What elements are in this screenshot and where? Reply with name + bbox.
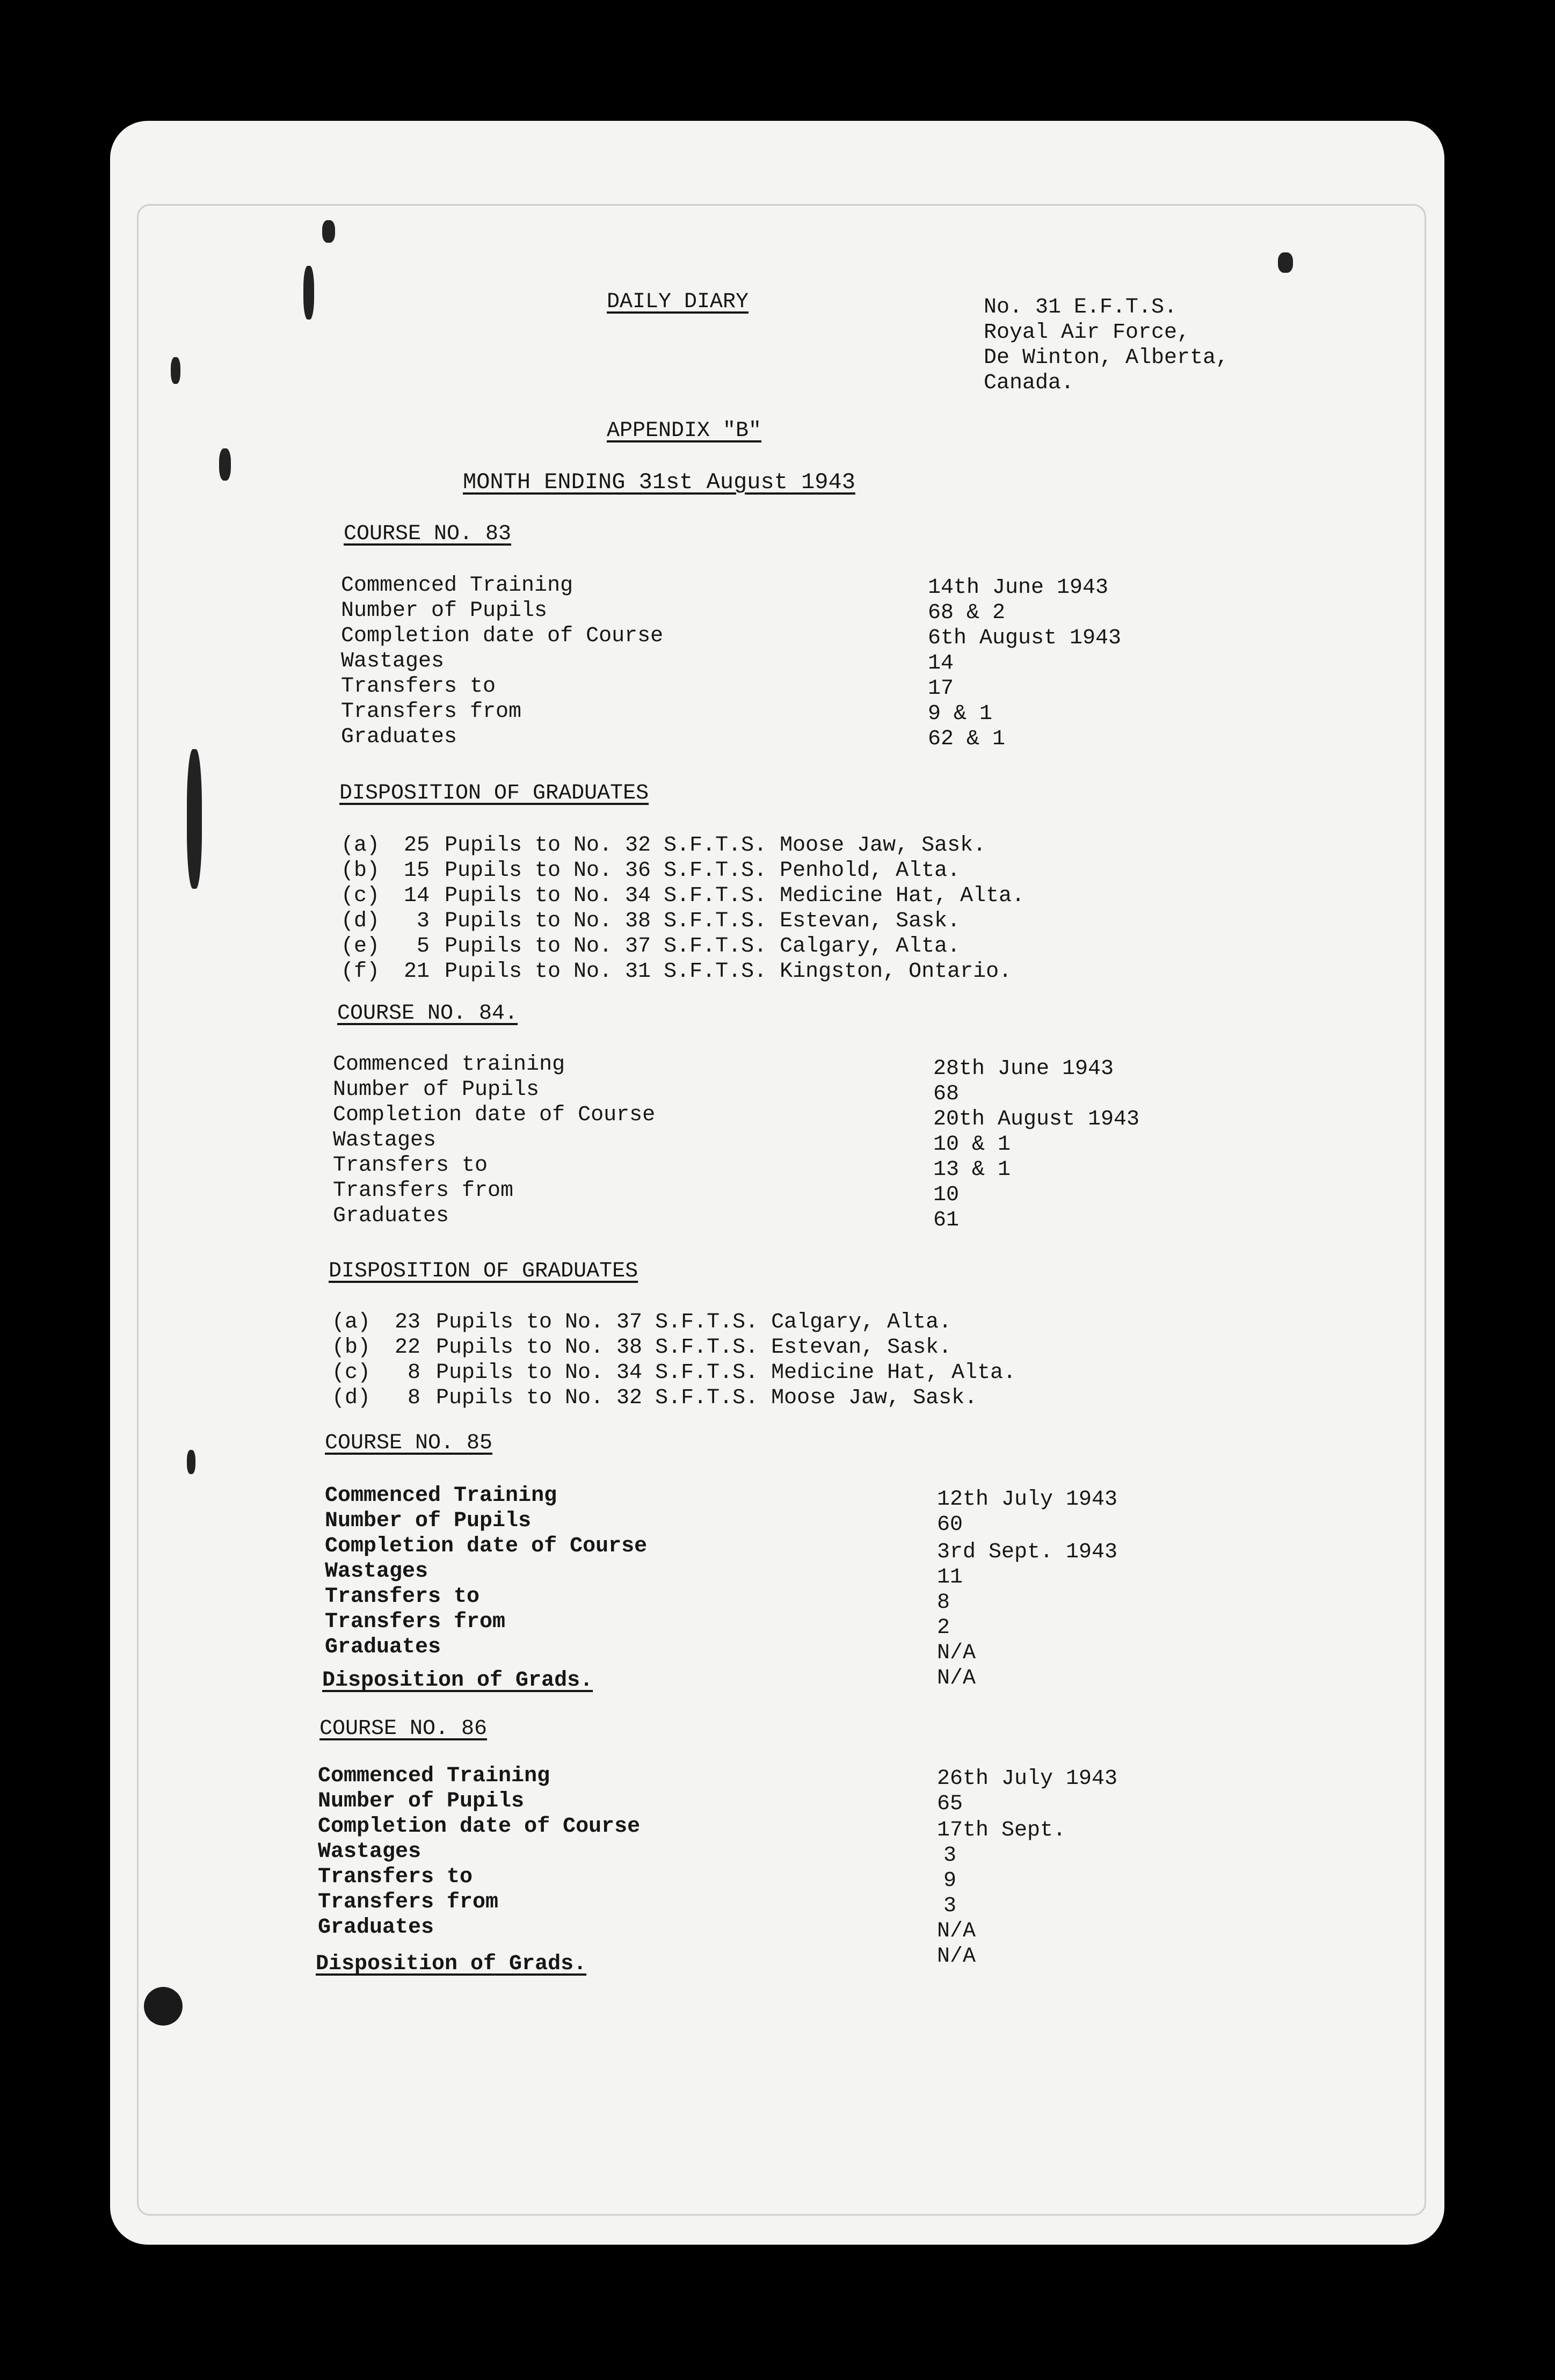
disposition-count: 15 bbox=[404, 859, 430, 883]
course-83-disposition-heading: DISPOSITION OF GRADUATES bbox=[339, 781, 649, 806]
course-85-label: Commenced Training bbox=[325, 1484, 557, 1508]
disposition-letter: (b) bbox=[332, 1336, 371, 1360]
course-86-label: Graduates bbox=[318, 1915, 434, 1940]
course-83-label: Number of Pupils bbox=[341, 599, 548, 623]
disposition-text: Pupils to No. 37 S.F.T.S. Calgary, Alta. bbox=[436, 1310, 952, 1334]
course-86-value: 17th Sept. bbox=[937, 1818, 1066, 1842]
course-83-label: Graduates bbox=[341, 725, 457, 749]
course-83-value: 14 bbox=[928, 651, 954, 676]
course-85-label: Transfers from bbox=[325, 1610, 506, 1634]
course-83-label: Completion date of Course bbox=[341, 624, 664, 648]
course-84-value: 13 & 1 bbox=[933, 1158, 1011, 1182]
disposition-count: 14 bbox=[404, 884, 430, 908]
ink-blot bbox=[322, 220, 335, 243]
course-84-value: 20th August 1943 bbox=[933, 1107, 1140, 1131]
course-83-heading: COURSE NO. 83 bbox=[344, 522, 512, 546]
course-85-heading: COURSE NO. 85 bbox=[325, 1431, 493, 1455]
course-84-label: Commenced training bbox=[333, 1053, 565, 1077]
ink-blot bbox=[171, 357, 180, 384]
course-85-disposition-label: Disposition of Grads. bbox=[322, 1668, 593, 1693]
course-84-heading: COURSE NO. 84. bbox=[337, 1002, 518, 1026]
punch-hole bbox=[144, 1987, 183, 2026]
course-86-value: 3 bbox=[943, 1894, 957, 1918]
course-85-value: 3rd Sept. 1943 bbox=[937, 1540, 1118, 1564]
unit-line-2: Royal Air Force, bbox=[984, 321, 1190, 345]
course-84-label: Graduates bbox=[333, 1204, 449, 1228]
course-85-value: 8 bbox=[937, 1591, 950, 1615]
course-83-label: Transfers from bbox=[341, 700, 522, 724]
course-83-label: Commenced Training bbox=[341, 574, 573, 598]
course-85-disposition-value: N/A bbox=[937, 1666, 976, 1690]
disposition-count: 23 bbox=[395, 1310, 421, 1334]
course-84-label: Transfers from bbox=[333, 1179, 514, 1203]
course-85-label: Completion date of Course bbox=[325, 1534, 648, 1558]
unit-line-3: De Winton, Alberta, bbox=[984, 346, 1229, 370]
course-83-value: 62 & 1 bbox=[928, 727, 1006, 751]
course-85-value: 11 bbox=[937, 1565, 963, 1590]
disposition-letter: (b) bbox=[341, 859, 380, 883]
course-86-disposition-value: N/A bbox=[937, 1944, 976, 1969]
disposition-letter: (c) bbox=[332, 1361, 371, 1385]
disposition-text: Pupils to No. 34 S.F.T.S. Medicine Hat, Alta. bbox=[436, 1361, 1016, 1385]
ink-blot bbox=[1278, 252, 1293, 273]
course-85-label: Graduates bbox=[325, 1635, 441, 1659]
course-84-label: Completion date of Course bbox=[333, 1103, 656, 1127]
disposition-letter: (f) bbox=[341, 960, 380, 984]
diary-title: DAILY DIARY bbox=[607, 290, 749, 314]
course-84-disposition-heading: DISPOSITION OF GRADUATES bbox=[329, 1259, 638, 1283]
disposition-text: Pupils to No. 38 S.F.T.S. Estevan, Sask. bbox=[445, 909, 961, 933]
course-83-label: Transfers to bbox=[341, 674, 496, 699]
disposition-letter: (a) bbox=[341, 833, 380, 858]
course-84-label: Number of Pupils bbox=[333, 1078, 540, 1102]
course-85-value: 2 bbox=[937, 1616, 950, 1640]
appendix-heading: APPENDIX "B" bbox=[607, 419, 762, 443]
ink-blot bbox=[303, 266, 314, 320]
disposition-count: 8 bbox=[408, 1386, 421, 1410]
course-86-label: Completion date of Course bbox=[318, 1815, 641, 1839]
course-83-value: 68 & 2 bbox=[928, 601, 1006, 625]
course-85-value: N/A bbox=[937, 1641, 976, 1665]
course-84-value: 10 bbox=[933, 1183, 960, 1207]
disposition-text: Pupils to No. 32 S.F.T.S. Moose Jaw, Sask. bbox=[445, 833, 986, 858]
ink-blot bbox=[187, 749, 202, 889]
course-86-label: Transfers from bbox=[318, 1890, 499, 1914]
disposition-count: 25 bbox=[404, 833, 430, 858]
course-86-value: 3 bbox=[943, 1844, 957, 1868]
disposition-count: 21 bbox=[404, 960, 430, 984]
course-84-value: 61 bbox=[933, 1208, 960, 1232]
course-86-label: Commenced Training bbox=[318, 1764, 550, 1788]
course-84-value: 10 & 1 bbox=[933, 1133, 1011, 1157]
course-85-label: Wastages bbox=[325, 1559, 428, 1584]
disposition-text: Pupils to No. 32 S.F.T.S. Moose Jaw, Sask. bbox=[436, 1386, 978, 1410]
course-84-value: 28th June 1943 bbox=[933, 1057, 1114, 1081]
disposition-letter: (c) bbox=[341, 884, 380, 908]
disposition-count: 22 bbox=[395, 1336, 421, 1360]
course-86-value: N/A bbox=[937, 1919, 976, 1943]
month-ending: MONTH ENDING 31st August 1943 bbox=[463, 469, 855, 495]
course-83-value: 9 & 1 bbox=[928, 702, 993, 726]
course-85-value: 12th July 1943 bbox=[937, 1488, 1118, 1512]
unit-line-4: Canada. bbox=[984, 371, 1074, 395]
course-85-label: Transfers to bbox=[325, 1585, 480, 1609]
disposition-letter: (d) bbox=[332, 1386, 371, 1410]
disposition-letter: (d) bbox=[341, 909, 380, 933]
course-83-value: 6th August 1943 bbox=[928, 626, 1122, 650]
course-86-heading: COURSE NO. 86 bbox=[319, 1717, 488, 1741]
course-83-value: 17 bbox=[928, 677, 954, 701]
course-86-label: Number of Pupils bbox=[318, 1789, 525, 1813]
course-84-label: Transfers to bbox=[333, 1153, 488, 1178]
course-85-value: 60 bbox=[937, 1513, 963, 1537]
disposition-letter: (e) bbox=[341, 934, 380, 959]
course-86-label: Wastages bbox=[318, 1840, 422, 1864]
disposition-count: 8 bbox=[408, 1361, 421, 1385]
disposition-text: Pupils to No. 36 S.F.T.S. Penhold, Alta. bbox=[445, 859, 961, 883]
disposition-count: 3 bbox=[417, 909, 430, 933]
course-83-label: Wastages bbox=[341, 649, 445, 673]
disposition-text: Pupils to No. 34 S.F.T.S. Medicine Hat, Alta. bbox=[445, 884, 1025, 908]
course-84-label: Wastages bbox=[333, 1128, 437, 1152]
course-85-label: Number of Pupils bbox=[325, 1509, 532, 1533]
disposition-text: Pupils to No. 37 S.F.T.S. Calgary, Alta. bbox=[445, 934, 961, 959]
course-86-value: 26th July 1943 bbox=[937, 1767, 1118, 1791]
course-86-label: Transfers to bbox=[318, 1865, 473, 1889]
disposition-text: Pupils to No. 38 S.F.T.S. Estevan, Sask. bbox=[436, 1336, 952, 1360]
course-84-value: 68 bbox=[933, 1082, 960, 1106]
ink-blot bbox=[219, 448, 231, 481]
ink-blot bbox=[187, 1450, 195, 1474]
disposition-count: 5 bbox=[417, 934, 430, 959]
course-86-value: 9 bbox=[943, 1869, 957, 1893]
course-86-disposition-label: Disposition of Grads. bbox=[316, 1952, 587, 1976]
disposition-text: Pupils to No. 31 S.F.T.S. Kingston, Ontario. bbox=[445, 960, 1012, 984]
disposition-letter: (a) bbox=[332, 1310, 371, 1334]
course-83-value: 14th June 1943 bbox=[928, 576, 1109, 600]
course-86-value: 65 bbox=[937, 1792, 963, 1816]
unit-line-1: No. 31 E.F.T.S. bbox=[984, 295, 1178, 320]
